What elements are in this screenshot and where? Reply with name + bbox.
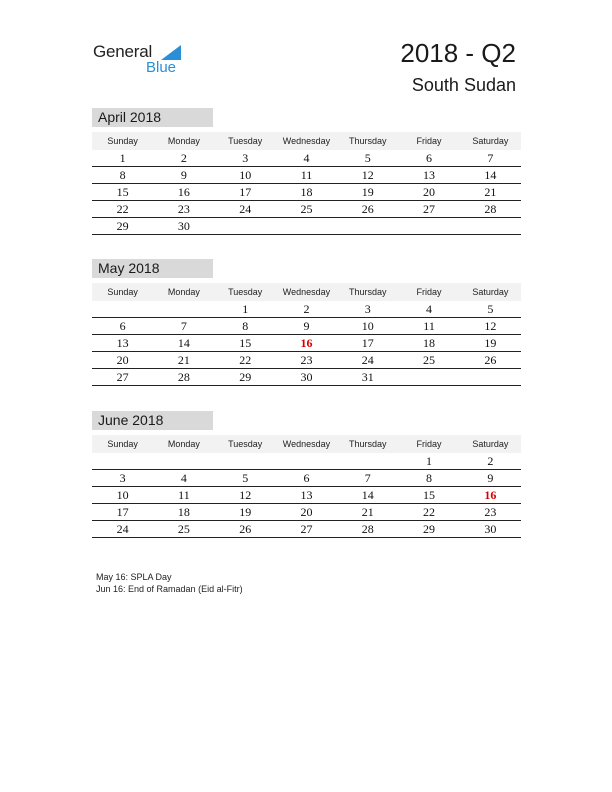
day-cell [215, 218, 276, 234]
week-row [92, 218, 521, 235]
month-calendar-may [92, 259, 521, 386]
day-cell: 29 [239, 370, 252, 384]
day-cell: 15 [116, 185, 129, 199]
day-cell [276, 218, 337, 234]
weekday-label: Sunday [107, 287, 138, 297]
day-cell [153, 453, 214, 469]
day-cell: 10 [361, 319, 374, 333]
day-cell: 30 [300, 370, 313, 384]
day-cell: 20 [300, 505, 313, 519]
day-cell [92, 453, 153, 469]
holiday-day-cell: 16 [484, 488, 497, 502]
day-cell: 28 [177, 370, 190, 384]
day-cell: 21 [177, 353, 190, 367]
day-cell: 14 [361, 488, 374, 502]
day-cell: 15 [239, 336, 252, 350]
day-cell [276, 453, 337, 469]
weekday-label: Saturday [472, 136, 509, 146]
month-weeks [92, 453, 521, 538]
day-cell: 24 [116, 522, 129, 536]
day-cell [460, 369, 521, 385]
weekday-label: Wednesday [282, 439, 331, 449]
day-cell: 19 [239, 505, 252, 519]
month-weeks [92, 150, 521, 235]
day-cell: 12 [239, 488, 252, 502]
day-cell: 27 [116, 370, 129, 384]
weekday-label: Tuesday [228, 287, 263, 297]
day-cell: 18 [423, 336, 436, 350]
logo-text-general: General [93, 42, 153, 61]
weekday-label: Sunday [107, 136, 138, 146]
day-cell: 25 [177, 522, 190, 536]
generalblue-logo [93, 42, 193, 78]
day-cell: 17 [361, 336, 374, 350]
day-cell: 21 [484, 185, 497, 199]
week-row [92, 352, 521, 369]
week-row [92, 521, 521, 538]
day-cell: 23 [484, 505, 497, 519]
day-cell: 9 [180, 168, 187, 182]
day-cell: 22 [423, 505, 436, 519]
day-cell: 11 [178, 488, 190, 502]
day-cell [398, 369, 459, 385]
day-cell: 8 [426, 471, 433, 485]
day-cell: 3 [119, 471, 126, 485]
day-cell [215, 453, 276, 469]
day-cell: 1 [242, 302, 249, 316]
logo-text-blue: Blue [146, 59, 177, 76]
weekday-label: Saturday [472, 439, 509, 449]
day-cell: 18 [300, 185, 313, 199]
weekday-label: Monday [167, 136, 200, 146]
week-row [92, 150, 521, 167]
day-cell: 5 [242, 471, 249, 485]
day-cell: 31 [361, 370, 374, 384]
day-cell [92, 301, 153, 317]
day-cell: 4 [303, 151, 310, 165]
day-cell: 3 [364, 302, 371, 316]
month-title: June 2018 [92, 411, 213, 430]
day-cell: 4 [180, 471, 187, 485]
weekday-header-row [92, 132, 521, 150]
week-row [92, 201, 521, 218]
weekday-label: Saturday [472, 287, 509, 297]
month-weeks [92, 301, 521, 386]
day-cell: 27 [423, 202, 436, 216]
day-cell: 15 [423, 488, 436, 502]
weekday-label: Wednesday [282, 287, 331, 297]
logo-triangle-icon [161, 45, 181, 60]
day-cell: 24 [239, 202, 252, 216]
weekday-label: Wednesday [282, 136, 331, 146]
week-row [92, 487, 521, 504]
day-cell: 13 [300, 488, 313, 502]
month-title: May 2018 [92, 259, 213, 278]
day-cell: 26 [361, 202, 374, 216]
day-cell: 29 [116, 219, 129, 233]
day-cell: 22 [116, 202, 129, 216]
holiday-day-cell: 16 [300, 336, 313, 350]
day-cell: 7 [487, 151, 494, 165]
day-cell: 5 [364, 151, 371, 165]
day-cell: 4 [426, 302, 433, 316]
day-cell: 25 [423, 353, 436, 367]
day-cell: 3 [242, 151, 249, 165]
month-calendar-june [92, 411, 521, 538]
day-cell: 20 [423, 185, 436, 199]
day-cell: 10 [116, 488, 129, 502]
week-row [92, 453, 521, 470]
day-cell: 8 [242, 319, 249, 333]
day-cell: 27 [300, 522, 313, 536]
day-cell: 2 [487, 454, 494, 468]
day-cell: 28 [484, 202, 497, 216]
day-cell [337, 453, 398, 469]
week-row [92, 318, 521, 335]
day-cell: 26 [484, 353, 497, 367]
day-cell: 16 [177, 185, 190, 199]
week-row [92, 369, 521, 386]
day-cell [398, 218, 459, 234]
day-cell: 25 [300, 202, 313, 216]
page-title: 2018 - Q2 [400, 38, 516, 68]
day-cell: 17 [239, 185, 252, 199]
day-cell: 26 [239, 522, 252, 536]
weekday-label: Tuesday [228, 439, 263, 449]
week-row [92, 335, 521, 352]
day-cell: 1 [426, 454, 433, 468]
weekday-label: Monday [167, 439, 200, 449]
day-cell: 2 [303, 302, 310, 316]
day-cell: 12 [484, 319, 497, 333]
day-cell: 12 [361, 168, 374, 182]
weekday-header-row [92, 435, 521, 453]
holiday-notes [96, 571, 243, 595]
week-row [92, 301, 521, 318]
day-cell: 6 [426, 151, 433, 165]
day-cell: 19 [361, 185, 374, 199]
day-cell: 21 [361, 505, 374, 519]
weekday-label: Friday [416, 439, 442, 449]
weekday-label: Friday [416, 287, 442, 297]
weekday-label: Thursday [349, 287, 387, 297]
day-cell: 17 [116, 505, 129, 519]
day-cell: 23 [177, 202, 190, 216]
day-cell: 10 [239, 168, 252, 182]
holiday-note: May 16: SPLA Day [96, 572, 172, 582]
weekday-label: Monday [167, 287, 200, 297]
month-title: April 2018 [92, 108, 213, 127]
day-cell: 9 [487, 471, 494, 485]
week-row [92, 470, 521, 487]
weekday-label: Friday [416, 136, 442, 146]
day-cell: 6 [303, 471, 310, 485]
day-cell [460, 218, 521, 234]
day-cell: 14 [484, 168, 497, 182]
day-cell: 6 [119, 319, 126, 333]
weekday-label: Sunday [107, 439, 138, 449]
weekday-header-row [92, 283, 521, 301]
day-cell: 11 [423, 319, 435, 333]
weekday-label: Tuesday [228, 136, 263, 146]
day-cell: 7 [364, 471, 371, 485]
week-row [92, 167, 521, 184]
day-cell: 13 [116, 336, 129, 350]
day-cell: 20 [116, 353, 129, 367]
day-cell [337, 218, 398, 234]
day-cell: 13 [423, 168, 436, 182]
day-cell: 23 [300, 353, 313, 367]
week-row [92, 504, 521, 521]
day-cell: 11 [300, 168, 313, 182]
day-cell: 30 [484, 522, 497, 536]
country-name: South Sudan [411, 75, 516, 95]
weekday-label: Thursday [349, 136, 387, 146]
day-cell: 7 [180, 319, 187, 333]
holiday-note: Jun 16: End of Ramadan (Eid al-Fitr) [96, 584, 243, 594]
day-cell: 19 [484, 336, 497, 350]
day-cell: 22 [239, 353, 252, 367]
weekday-label: Thursday [349, 439, 387, 449]
day-cell: 24 [361, 353, 374, 367]
day-cell: 1 [119, 151, 126, 165]
week-row [92, 184, 521, 201]
day-cell: 9 [303, 319, 310, 333]
month-calendar-april [92, 108, 521, 235]
day-cell: 5 [487, 302, 494, 316]
day-cell: 2 [180, 151, 187, 165]
day-cell: 14 [177, 336, 190, 350]
day-cell: 28 [361, 522, 374, 536]
day-cell: 8 [119, 168, 126, 182]
day-cell: 29 [423, 522, 436, 536]
day-cell [153, 301, 214, 317]
day-cell: 30 [177, 219, 190, 233]
day-cell: 18 [177, 505, 190, 519]
